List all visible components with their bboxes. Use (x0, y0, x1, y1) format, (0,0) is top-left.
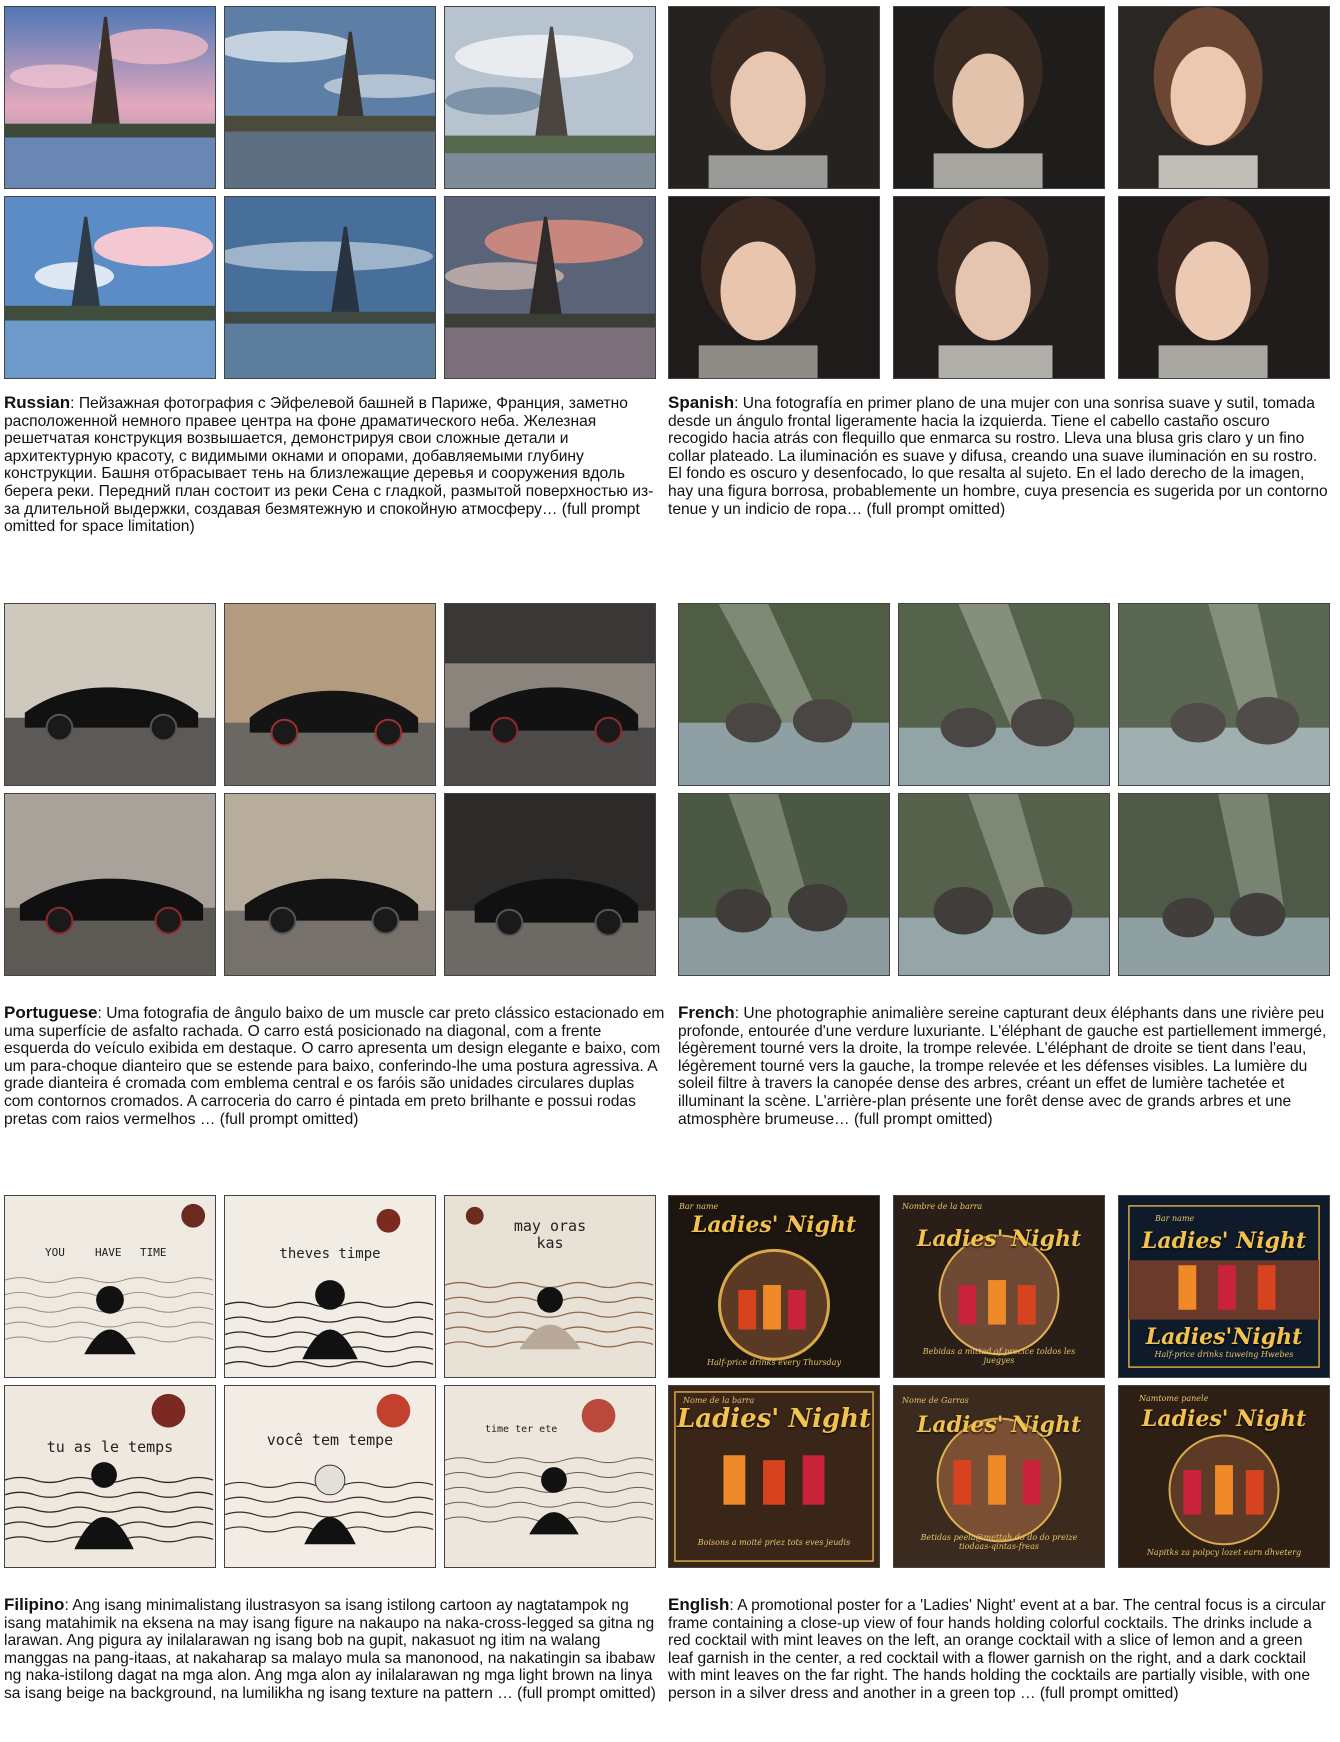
poster-title: Ladies' Night (916, 1412, 1082, 1438)
car-image-6 (444, 793, 656, 976)
illustration-image-2 (224, 1195, 436, 1378)
poster-bottom-text: Betidas peela@mettah do do do preize tiodaas-qintas-freas (920, 1533, 1078, 1551)
poster-bottom-text: Bebidas a mittad of precice toldos les juegyes (922, 1347, 1076, 1365)
panel-english (668, 1195, 1330, 1702)
illustration-image-1 (4, 1195, 216, 1378)
elephant-image-4 (678, 793, 890, 976)
elephant-image-1 (678, 603, 890, 786)
image-grid-french (678, 603, 1340, 973)
car-image-2 (224, 603, 436, 786)
portrait-image-2 (893, 6, 1105, 189)
illustration-text-have: HAVE (95, 1246, 122, 1259)
image-grid-russian (4, 6, 666, 376)
portrait-image-1 (668, 6, 880, 189)
illustration-image-6 (444, 1385, 656, 1568)
poster-image-5 (893, 1385, 1105, 1568)
illustration-image-5 (224, 1385, 436, 1568)
portrait-image-5 (893, 196, 1105, 379)
illustration-text-you: YOU (45, 1246, 65, 1259)
panel-filipino (4, 1195, 666, 1702)
language-label: Spanish (668, 393, 735, 412)
illustration-text: você tem tempe (266, 1431, 394, 1449)
eiffel-image-6 (444, 196, 656, 379)
poster-title: Ladies' Night (1141, 1406, 1307, 1432)
caption-russian: Russian: Пейзажная фотография с Эйфелевой башней в Париже, Франция, заметно расположенной немного правее центра на фоне драматического неба. Железная решетчатая конструкция возвышается, демонстрируя свои сложные детали и архитектурную красоту, с видимыми окнами и опорами, добавляемыми глубину конструкции. Башня отбрасывает тень на близлежащие деревья и сооружения вдоль берега реки. Передний план состоит из реки Сена с гладкой, размытой поверхностью из-за длительной выдержки, создавая безмятежную и спокойную атмосферу… (full prompt omitted for space limitation) (4, 393, 654, 536)
car-image-1 (4, 603, 216, 786)
eiffel-image-5 (224, 196, 436, 379)
caption-spanish: Spanish: Una fotografía en primer plano de una mujer con una sonrisa suave y sutil, tomada desde un ángulo frontal ligeramente hacia la izquierda. Tiene el cabello castaño oscuro recogido hacia atrás con flequillo que enmarca su rostro. Lleva una blusa gris claro y un fino collar plateado. La iluminación es suave y difusa, creando una suave iluminación en su rostro. El fondo es oscuro y desenfocado, lo que resalta al sujeto. En el lado derecho de la imagen, hay una figura borrosa, probablemente un hombre, cuya presencia es sugerida por un contorno tenue y un indicio de ropa… (full prompt omitted) (668, 393, 1328, 518)
language-label: English (668, 1595, 730, 1614)
panel-spanish (668, 6, 1330, 518)
illustration-text: tu as le temps (46, 1438, 174, 1456)
caption-text: Пейзажная фотография с Эйфелевой башней в Париже, Франция, заметно расположенной немного правее центра на фоне драматического неба. Железная решетчатая конструкция возвышается, демонстрируя свои сложные детали и архитектурную красоту, с видимыми окнами и опорами, добавляемыми глубину конструкции. Башня отбрасывает тень на близлежащие деревья и сооружения вдоль берега реки. Передний план состоит из реки Сена с гладкой, размытой поверхностью из-за длительной выдержки, создавая безмятежную и спокойную атмосферу… (full prompt omitted for space limitation) (4, 395, 654, 536)
caption-text: Una fotografía en primer plano de una mujer con una sonrisa suave y sutil, tomada desde un ángulo frontal ligeramente hacia la izquierda. Tiene el cabello castaño oscuro recogido hacia atrás con flequillo que enmarca su rostro. Lleva una blusa gris claro y un fino collar plateado. La iluminación es suave y difusa, creando una suave iluminación en su rostro. El fondo es oscuro y desenfocado, lo que resalta al sujeto. En el lado derecho de la imagen, hay una figura borrosa, probablemente un hombre, cuya presencia es sugerida por un contorno tenue y un indicio de ropa… (full prompt omitted) (668, 395, 1328, 518)
poster-bottom-text: Boisons a moité priez tots eves jeudis (697, 1538, 851, 1547)
portrait-image-4 (668, 196, 880, 379)
illustration-text: theves timpe (279, 1246, 381, 1262)
caption-text: A promotional poster for a 'Ladies' Night' event at a bar. The central focus is a circular frame containing a close-up view of four hands holding colorful cocktails. The drinks include a red cocktail with mint leaves on the left, an orange cocktail with a slice of lemon and a green leaf garnish in the center, a red cocktail with a flower garnish on the right, and a dark cocktail with mint leaves on the far right. The hands holding the cocktails are partially visible, with one person in a silver dress and another in a green top … (full prompt omitted) (668, 1597, 1326, 1702)
caption-text: Uma fotografia de ângulo baixo de um muscle car preto clássico estacionado em uma superfície de asfalto rachada. O carro está posicionado na diagonal, com a frente esquerda do veículo exibida em destaque. O carro apresenta um design elegante e baixo, com um para-choque dianteiro que se estende para baixo, conferindo-lhe uma postura agressiva. A grade dianteira é cromada com emblema central e os faróis são unidades circulares duplas com contornos cromados. A carroceria do carro é pintada em preto brilhante e possui rodas pretas com raios vermelhos … (full prompt omitted) (4, 1005, 665, 1128)
eiffel-image-1 (4, 6, 216, 189)
illustration-text-line-2: kas (536, 1234, 564, 1252)
car-image-5 (224, 793, 436, 976)
illustration-image-3 (444, 1195, 656, 1378)
caption-text: Une photographie animalière sereine capturant deux éléphants dans une rivière peu profonde, entourée d'une verdure luxuriante. L'éléphant de gauche est partiellement immergé, légèrement tourné vers la droite, la trompe relevée. L'éléphant de droite se tient dans l'eau, légèrement tourné vers la gauche, la trompe relevée et les défenses visibles. La lumière du soleil filtre à travers la canopée dense des arbres, créant un effet de lumière tachetée et illuminant la scène. L'arrière-plan présente une forêt dense avec de grands arbres et une atmosphère brumeuse… (full prompt omitted) (678, 1005, 1327, 1128)
language-label: Russian (4, 393, 71, 412)
portrait-image-3 (1118, 6, 1330, 189)
image-grid-english (668, 1195, 1330, 1565)
poster-image-1 (668, 1195, 880, 1378)
poster-top-text: Bar name (1155, 1214, 1195, 1223)
elephant-image-3 (1118, 603, 1330, 786)
image-grid-filipino (4, 1195, 666, 1565)
poster-bottom-text: Napitks za polpcy lozet earn dhveterg (1146, 1548, 1302, 1557)
caption-filipino: Filipino: Ang isang minimalistang ilustrasyon sa isang istilong cartoon ay nagtatampok ng isang matahimik na eksena na may isang figure na nakaupo na naka-cross-legged sa gitna ng larawan. Ang pigura ay inilalarawan ng isang bob na gupit, nakasuot ng itim na walang manggas na pang-itaas, at nakaharap sa malayo mula sa manonood, na nakatingin sa ibabaw ng naka-istilong dagat na mga alon. Ang mga alon ay inilalarawan ng mga light brown na linya sa isang beige na background, na lumilikha ng isang texture na pattern … (full prompt omitted) (4, 1595, 656, 1702)
image-grid-spanish (668, 6, 1330, 376)
language-label: Filipino (4, 1595, 65, 1614)
caption-portuguese: Portuguese: Uma fotografia de ângulo baixo de um muscle car preto clássico estacionado em uma superfície de asfalto rachada. O carro está posicionado na diagonal, com a frente esquerda do veículo exibida em destaque. O carro apresenta um design elegante e baixo, com um para-choque dianteiro que se estende para baixo, conferindo-lhe uma postura agressiva. A grade dianteira é cromada com emblema central e os faróis são unidades circulares duplas com contornos cromados. A carroceria do carro é pintada em preto brilhante e possui rodas pretas com raios vermelhos … (full prompt omitted) (4, 1003, 665, 1128)
panel-russian (4, 6, 666, 536)
car-image-3 (444, 603, 656, 786)
poster-title: Ladies' Night (676, 1404, 872, 1434)
poster-image-4 (668, 1385, 880, 1568)
poster-top-text: Nome de la barra (683, 1396, 755, 1405)
poster-title: Ladies' Night (1141, 1228, 1307, 1254)
poster-title: Ladies' Night (916, 1226, 1082, 1252)
poster-bottom-text: Half-price drinks tuweing Hwebes (1154, 1350, 1294, 1359)
elephant-image-6 (1118, 793, 1330, 976)
poster-top-text: Nombre de la barra (902, 1202, 983, 1211)
poster-image-2 (893, 1195, 1105, 1378)
panel-portuguese (4, 603, 666, 1128)
eiffel-image-4 (4, 196, 216, 379)
language-label: Portuguese (4, 1003, 98, 1022)
eiffel-image-2 (224, 6, 436, 189)
illustration-text-line-1: may oras (513, 1217, 587, 1235)
panel-french (678, 603, 1340, 1128)
portrait-image-6 (1118, 196, 1330, 379)
poster-image-3 (1118, 1195, 1330, 1378)
illustration-text-time: TIME (140, 1246, 167, 1259)
car-image-4 (4, 793, 216, 976)
poster-top-text: Namtome panele (1139, 1394, 1209, 1403)
poster-top-text: Bar name (679, 1202, 719, 1211)
illustration-text (445, 1218, 655, 1252)
language-label: French (678, 1003, 735, 1022)
poster-image-6 (1118, 1385, 1330, 1568)
poster-top-text: Nome de Garras (902, 1396, 969, 1405)
caption-english: English: A promotional poster for a 'Ladies' Night' event at a bar. The central focus is a circular frame containing a close-up view of four hands holding colorful cocktails. The drinks include a red cocktail with mint leaves on the left, an orange cocktail with a slice of lemon and a green leaf garnish in the center, a red cocktail with a flower garnish on the right, and a dark cocktail with mint leaves on the far right. The hands holding the cocktails are partially visible, with one person in a silver dress and another in a green top … (full prompt omitted) (668, 1595, 1326, 1702)
image-grid-portuguese (4, 603, 666, 973)
caption-text: Ang isang minimalistang ilustrasyon sa isang istilong cartoon ay nagtatampok ng isang matahimik na eksena na may isang figure na nakaupo na naka-cross-legged sa gitna ng larawan. Ang pigura ay inilalarawan ng isang bob na gupit, nakasuot ng itim na walang manggas na pang-itaas, at nakaharap sa malayo mula sa manonood, na nakatingin sa ibabaw ng naka-istilong dagat na mga alon. Ang mga alon ay inilalarawan ng mga light brown na linya sa isang beige na background, na lumilikha ng isang texture na pattern … (full prompt omitted) (4, 1597, 656, 1702)
poster-bottom-text: Half-price drinks every Thursday (707, 1358, 841, 1367)
caption-french: French: Une photographie animalière sereine capturant deux éléphants dans une rivière peu profonde, entourée d'une verdure luxuriante. L'éléphant de gauche est partiellement immergé, légèrement tourné vers la droite, la trompe relevée. L'éléphant de droite se tient dans l'eau, légèrement tourné vers la gauche, la trompe relevée et les défenses visibles. La lumière du soleil filtre à travers la canopée dense des arbres, créant un effet de lumière tachetée et illuminant la scène. L'arrière-plan présente une forêt dense avec de grands arbres et une atmosphère brumeuse… (full prompt omitted) (678, 1003, 1327, 1128)
illustration-text: time ter ete (485, 1424, 558, 1435)
illustration-image-4 (4, 1385, 216, 1568)
eiffel-image-3 (444, 6, 656, 189)
elephant-image-5 (898, 793, 1110, 976)
elephant-image-2 (898, 603, 1110, 786)
poster-title-bottom: Ladies'Night (1145, 1324, 1303, 1350)
poster-title: Ladies' Night (691, 1212, 857, 1238)
